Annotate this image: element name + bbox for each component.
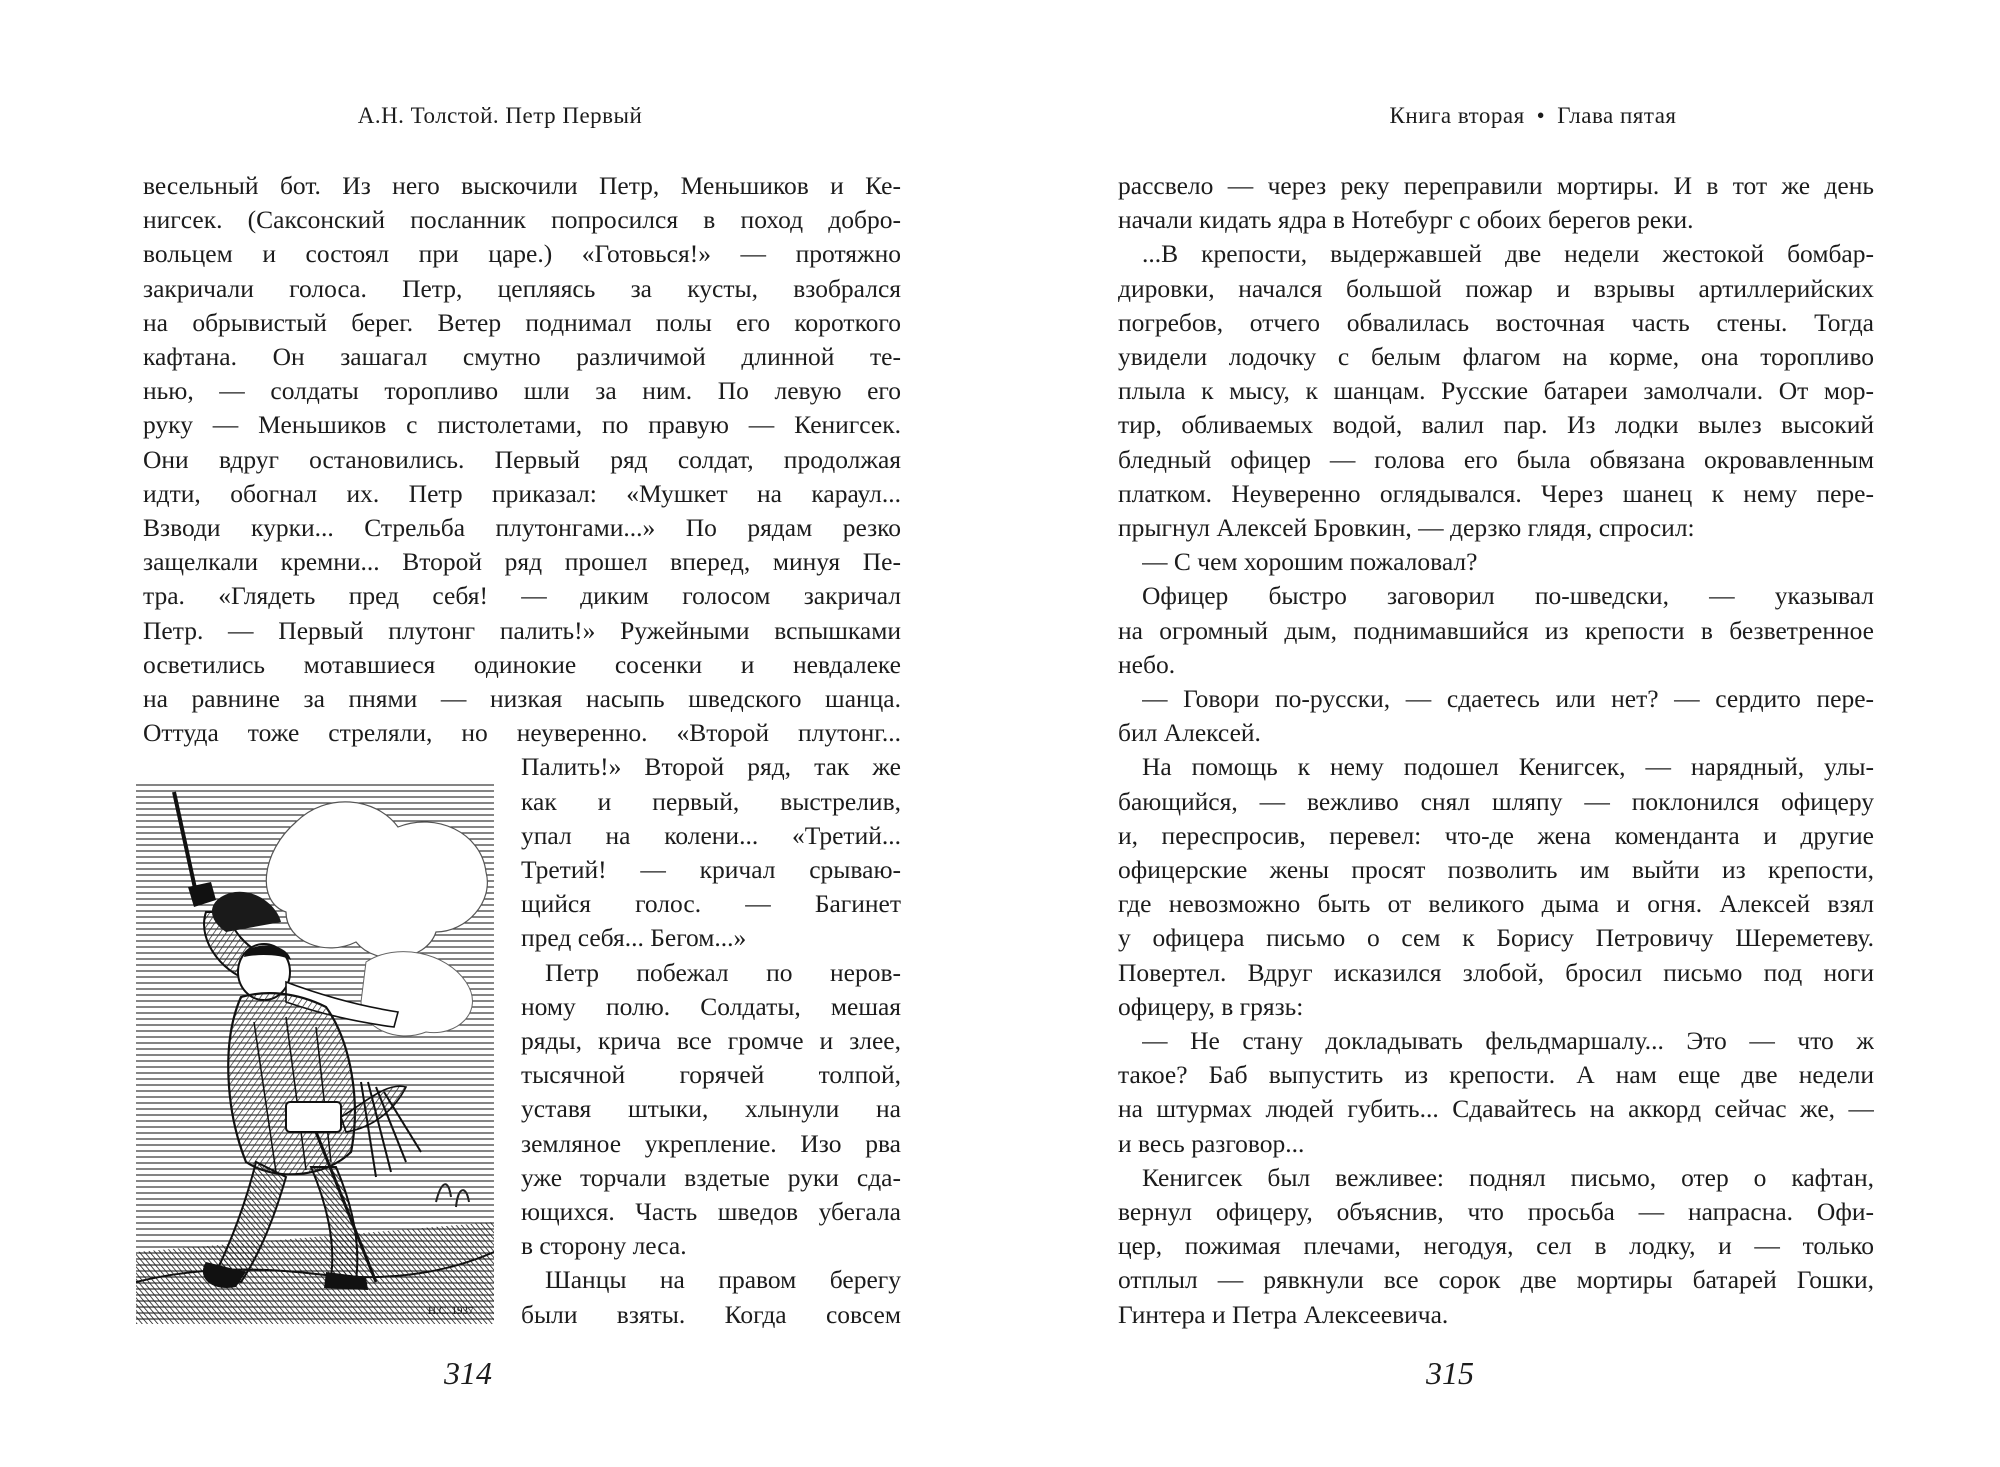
right-running-head [1310,103,1756,129]
text-line: Оттуда тоже стреляли, но неуверенно. «Второй плутонг... [143,718,901,747]
text-line: ющихся. Часть шведов убегала [521,1197,901,1226]
running-head-chapter: Глава пятая [1557,103,1677,128]
text-line: упал на колени... «Третий... [521,821,901,850]
text-line: закричали голоса. Петр, цепляясь за кусты, взобрался [143,274,901,303]
text-line: щийся голос. — Багинет [521,889,901,918]
text-line: ряды, крича все громче и злее, [521,1026,901,1055]
text-line: — С чем хорошим пожаловал? [1142,547,1478,576]
text-line: прыгнул Алексей Бровкин, — дерзко глядя, спросил: [1118,513,1695,542]
text-line: на обрывистый берег. Ветер поднимал полы его короткого [143,308,901,337]
text-line: Петр побежал по неров- [545,958,901,987]
text-line: На помощь к нему подошел Кенигсек, — нарядный, улы- [1142,752,1874,781]
text-line: Повертел. Вдруг исказился злобой, бросил письмо под ноги [1118,958,1874,987]
text-line: ному полю. Солдаты, мешая [521,992,901,1021]
text-line: на огромный дым, поднимавшийся из крепости в безветренное [1118,616,1874,645]
text-line: на штурмах людей губить... Сдавайтесь на аккорд сейчас же, — [1118,1094,1874,1123]
text-line: и весь разговор... [1118,1129,1305,1158]
text-line: уставя штыки, хлынули на [521,1094,901,1123]
text-line: бледный офицер — голова его была обвязана окровавленным [1118,445,1874,474]
text-line: офицерские жены просят позволить им выйти из крепости, [1118,855,1874,884]
text-line: ...В крепости, выдержавшей две недели жестокой бомбар- [1142,239,1874,268]
text-line: Шанцы на правом берегу [545,1265,901,1294]
text-line: — Говори по-русски, — сдаетесь или нет? — сердито пере- [1142,684,1874,713]
text-line: — Не стану докладывать фельдмаршалу... Это — что ж [1142,1026,1874,1055]
text-line: дировки, начался большой пожар и взрывы артиллерийских [1118,274,1874,303]
text-line: в сторону леса. [521,1231,687,1260]
text-line: у офицера письмо о сем к Борису Петровичу Шереметеву. [1118,923,1874,952]
text-line: цер, пожимая плечами, негодуя, сел в лодку, и — только [1118,1231,1874,1260]
text-line: отплыл — рявкнули все сорок две мортиры батарей Гошки, [1118,1265,1874,1294]
text-line: вернул офицеру, объяснив, что просьба — напрасна. Офи- [1118,1197,1874,1226]
text-line: Петр. — Первый плутонг палить!» Ружейными вспышками [143,616,901,645]
text-line: тысячной горячей толпой, [521,1060,901,1089]
text-line: тир, обливаемых водой, валил пар. Из лодки вылез высокий [1118,410,1874,439]
running-head-book: Книга вторая [1389,103,1525,128]
text-line: нигсек. (Саксонский посланник попросился в поход добро- [143,205,901,234]
text-line: такое? Баб выпустить из крепости. А нам еще две недели [1118,1060,1874,1089]
text-line: начали кидать ядра в Нотебург с обоих берегов реки. [1118,205,1694,234]
text-line: руку — Меньшиков с пистолетами, по правую — Кенигсек. [143,410,901,439]
left-running-head: А.Н. Толстой. Петр Первый [357,103,643,128]
text-line: как и первый, выстрелив, [521,787,901,816]
text-line: нью, — солдаты торопливо шли за ним. По левую его [143,376,901,405]
text-line: весельный бот. Из него выскочили Петр, Меньшиков и Ке- [143,171,901,200]
text-line: погребов, отчего обвалилась восточная часть стены. Тогда [1118,308,1874,337]
text-line: пред себя... Бегом...» [521,923,747,952]
text-line: защелкали кремни... Второй ряд прошел вперед, минуя Пе- [143,547,901,576]
text-line: небо. [1118,650,1176,679]
text-line: и, переспросив, перевел: что-де жена коменданта и другие [1118,821,1874,850]
text-line: были взяты. Когда совсем [521,1300,901,1329]
text-line: где невозможно быть от великого дыма и огня. Алексей взял [1118,889,1874,918]
text-line: вольцем и состоял при царе.) «Готовься!» — протяжно [143,239,901,268]
text-line: Третий! — кричал срываю- [521,855,901,884]
illustration-signature: Н.С. 1937 [428,1305,474,1317]
text-line: осветились мотавшиеся одинокие сосенки и невдалеке [143,650,901,679]
text-line: Взводи курки... Стрельба плутонгами...» По рядам резко [143,513,901,542]
text-line: идти, обогнал их. Петр приказал: «Мушкет на караул... [143,479,901,508]
text-line: офицеру, в грязь: [1118,992,1304,1021]
text-line: тра. «Глядеть пред себя! — диким голосом закричал [143,581,901,610]
text-line: бающийся, — вежливо снял шляпу — поклонился офицеру [1118,787,1874,816]
left-page-number: 314 [444,1355,492,1391]
text-line: рассвело — через реку переправили мортиры. И в тот же день [1118,171,1874,200]
text-line: Офицер быстро заговорил по-шведски, — указывал [1142,581,1874,610]
text-line: Гинтера и Петра Алексеевича. [1118,1300,1449,1329]
text-line: плыла к мысу, к шанцам. Русские батареи замолчали. От мор- [1118,376,1874,405]
text-line: увидели лодочку с белым флагом на корме, она торопливо [1118,342,1874,371]
text-line: уже торчали вздетые руки сда- [521,1163,901,1192]
right-page [1000,0,2000,1467]
text-line: земляное укрепление. Изо рва [521,1129,901,1158]
running-head-separator: • [1536,103,1546,128]
text-line: Они вдруг остановились. Первый ряд солдат, продолжая [143,445,901,474]
text-line: Кенигсек был вежливее: поднял письмо, отер о кафтан, [1142,1163,1874,1192]
text-line: платком. Неуверенно оглядывался. Через шанец к нему пере- [1118,479,1874,508]
text-line: бил Алексей. [1118,718,1261,747]
engraving-illustration [136,782,494,1324]
text-line: Палить!» Второй ряд, так же [521,752,901,781]
text-line: на равнине за пнями — низкая насыпь шведского шанца. [143,684,901,713]
right-page-number: 315 [1426,1355,1474,1391]
text-line: кафтана. Он зашагал смутно различимой длинной те- [143,342,901,371]
